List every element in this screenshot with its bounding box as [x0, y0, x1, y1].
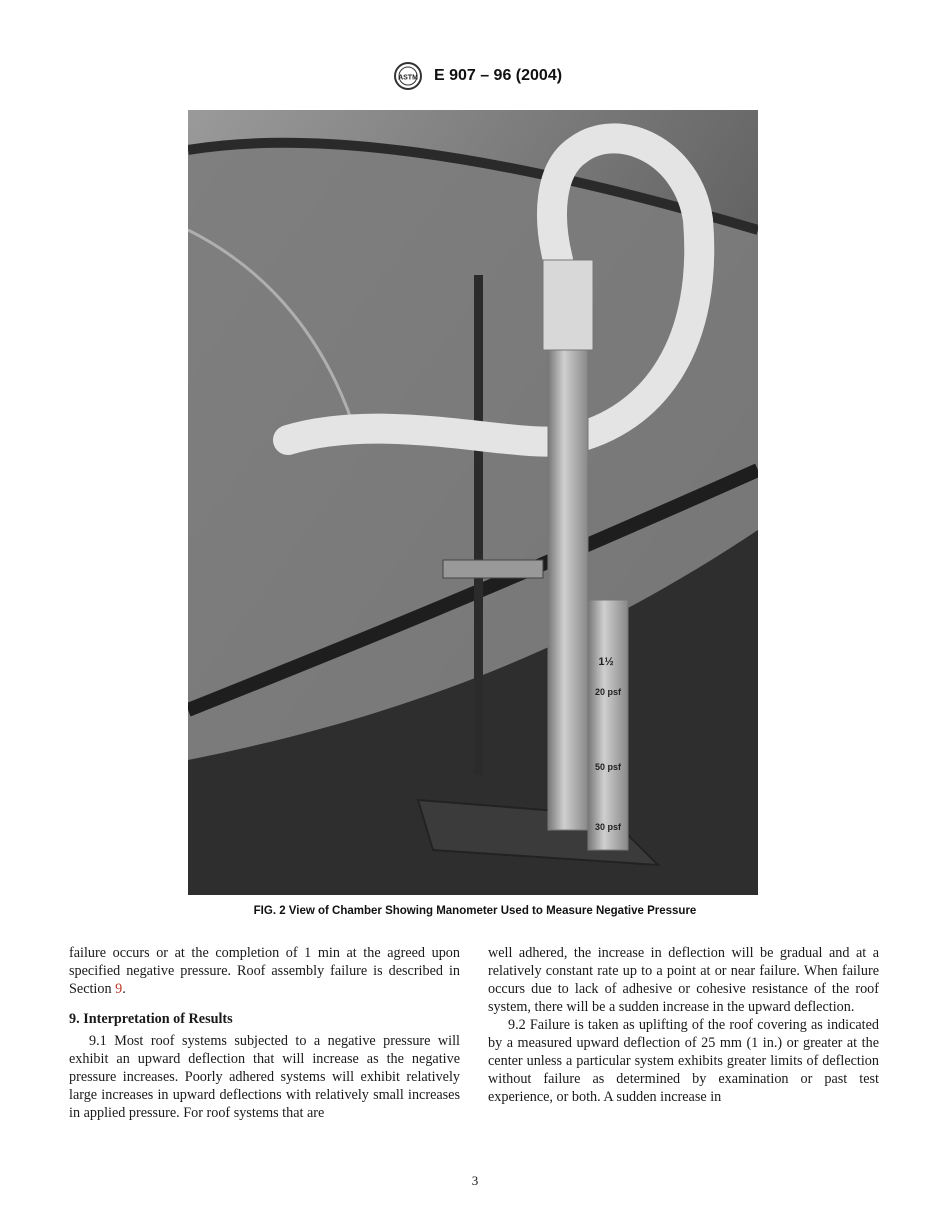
astm-logo-icon [388, 61, 428, 91]
manometer-photo [188, 110, 758, 895]
document-title: E 907 – 96 (2004) [433, 67, 563, 84]
section-link[interactable]: 9 [115, 981, 123, 997]
svg-text:ASTM: ASTM [398, 74, 418, 82]
paragraph: 9.2 Failure is taken as uplifting of the roof covering as indicated by a measured upward deflection of 25 mm (1 in.) or greater at the center unless a particular system exhibits greater limits of deflection without failure as determined by examination or past test experience, or both. A sudden increase in [488, 1017, 879, 1105]
manometer-label-bottom: 30 psf [594, 822, 622, 832]
page-number: 3 [471, 1173, 479, 1188]
right-column [488, 944, 879, 1106]
paragraph: failure occurs or at the completion of 1 min at the agreed upon specified negative pressure. Roof assembly failure is described in Section 9. [69, 945, 460, 997]
manometer-label-mid1: 20 psf [594, 687, 622, 697]
paragraph: 9.1 Most roof systems subjected to a negative pressure will exhibit an upward deflection that will increase as the negative pressure increases. Poorly adhered systems will exhibit relatively large increases in upward deflections with relatively small increases in applied pressure. For roof systems that are [69, 1033, 460, 1121]
page-header [0, 60, 950, 92]
section-heading: 9. Interpretation of Results [69, 1011, 233, 1027]
manometer-label-top: 1½ [598, 656, 614, 668]
figure-caption: FIG. 2 View of Chamber Showing Manometer Used to Measure Negative Pressure [253, 905, 697, 917]
paragraph: well adhered, the increase in deflection will be gradual and at a relatively constant rate up to a point at or near failure. When failure occurs due to lack of adhesive or cohesive resistance of the roof system, there will be a sudden increase in the upward deflection. [488, 945, 879, 1015]
left-column [69, 944, 460, 1122]
manometer-label-mid2: 50 psf [594, 762, 622, 772]
